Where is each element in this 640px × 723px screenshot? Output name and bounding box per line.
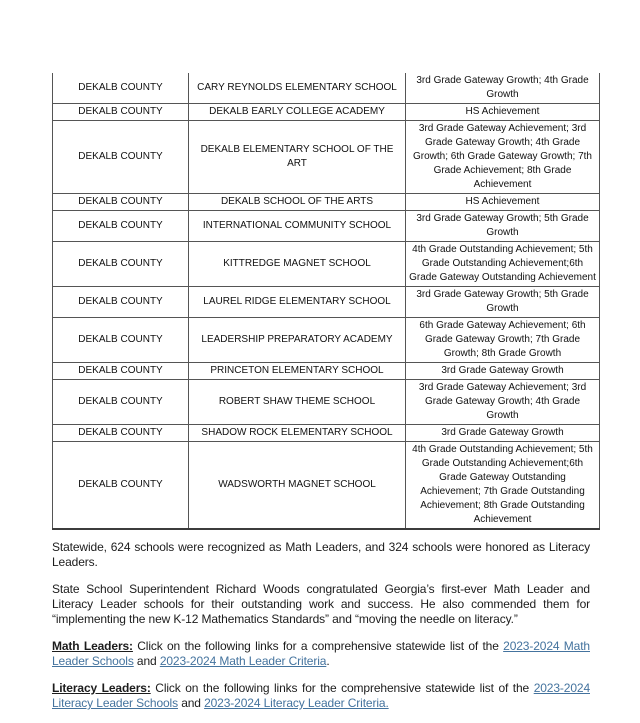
school-cell: LEADERSHIP PREPARATORY ACADEMY	[189, 318, 406, 363]
county-cell: DEKALB COUNTY	[53, 318, 189, 363]
school-cell: SHADOW ROCK ELEMENTARY SCHOOL	[189, 425, 406, 442]
award-cell: 4th Grade Outstanding Achievement; 5th Grade Outstanding Achievement;6th Grade Gateway Outstanding Achievement; 7th Grade Outstanding Achievement; 8th Grade Outstanding Achievement	[406, 442, 600, 530]
table-row	[53, 211, 600, 242]
table-row	[53, 318, 600, 363]
county-cell: DEKALB COUNTY	[53, 363, 189, 380]
math-leaders-period: .	[326, 654, 330, 668]
table-row	[53, 380, 600, 425]
county-cell: DEKALB COUNTY	[53, 211, 189, 242]
table-row	[53, 104, 600, 121]
school-cell: ROBERT SHAW THEME SCHOOL	[189, 380, 406, 425]
award-cell: 3rd Grade Gateway Achievement; 3rd Grade Gateway Growth; 4th Grade Growth	[406, 380, 600, 425]
county-cell: DEKALB COUNTY	[53, 442, 189, 530]
table-row	[53, 287, 600, 318]
school-cell: INTERNATIONAL COMMUNITY SCHOOL	[189, 211, 406, 242]
math-leader-criteria-link[interactable]: 2023-2024 Math Leader Criteria	[159, 654, 327, 668]
school-awards-table	[52, 73, 600, 530]
table-row	[53, 121, 600, 194]
award-cell: 3rd Grade Gateway Growth; 5th Grade Growth	[406, 211, 600, 242]
county-cell: DEKALB COUNTY	[53, 287, 189, 318]
literacy-leaders-paragraph	[52, 681, 590, 711]
award-cell: 3rd Grade Gateway Achievement; 3rd Grade Gateway Growth; 4th Grade Growth; 6th Grade Gateway Growth; 7th Grade Achievement; 8th Grade Achievement	[406, 121, 600, 194]
award-cell: 3rd Grade Gateway Growth	[406, 425, 600, 442]
county-cell: DEKALB COUNTY	[53, 121, 189, 194]
table-row	[53, 363, 600, 380]
county-cell: DEKALB COUNTY	[53, 104, 189, 121]
award-cell: HS Achievement	[406, 194, 600, 211]
school-cell: KITTREDGE MAGNET SCHOOL	[189, 242, 406, 287]
literacy-leaders-and-text: and	[177, 696, 205, 710]
school-cell: CARY REYNOLDS ELEMENTARY SCHOOL	[189, 73, 406, 104]
school-cell: DEKALB SCHOOL OF THE ARTS	[189, 194, 406, 211]
county-cell: DEKALB COUNTY	[53, 73, 189, 104]
school-cell: DEKALB EARLY COLLEGE ACADEMY	[189, 104, 406, 121]
math-leaders-text: Click on the following links for a comprehensive statewide list of the	[132, 639, 504, 653]
body-text-block	[52, 540, 590, 723]
county-cell: DEKALB COUNTY	[53, 194, 189, 211]
superintendent-paragraph: State School Superintendent Richard Woods congratulated Georgia’s first-ever Math Leader and Literacy Leader schools for their outstanding work and success. He also commended them for “implementing the new K-12 Mathematics Standards” and “moving the needle on literacy.”	[52, 582, 590, 626]
award-cell: 6th Grade Gateway Achievement; 6th Grade Gateway Growth; 7th Grade Growth; 8th Grade Growth	[406, 318, 600, 363]
award-cell: 3rd Grade Gateway Growth; 4th Grade Growth	[406, 73, 600, 104]
table-row	[53, 425, 600, 442]
award-cell: 3rd Grade Gateway Growth	[406, 363, 600, 380]
table-row	[53, 194, 600, 211]
literacy-leaders-label: Literacy Leaders:	[52, 681, 151, 695]
award-cell: HS Achievement	[406, 104, 600, 121]
statewide-paragraph: Statewide, 624 schools were recognized as Math Leaders, and 324 schools were honored as Literacy Leaders.	[52, 540, 590, 569]
county-cell: DEKALB COUNTY	[53, 425, 189, 442]
table-row	[53, 442, 600, 530]
school-cell: WADSWORTH MAGNET SCHOOL	[189, 442, 406, 530]
school-cell: PRINCETON ELEMENTARY SCHOOL	[189, 363, 406, 380]
school-cell: LAUREL RIDGE ELEMENTARY SCHOOL	[189, 287, 406, 318]
table-row	[53, 73, 600, 104]
literacy-leaders-text: Click on the following links for the comprehensive statewide list of the	[150, 681, 534, 695]
school-cell: DEKALB ELEMENTARY SCHOOL OF THE ART	[189, 121, 406, 194]
math-leaders-label: Math Leaders:	[52, 639, 133, 653]
table-row	[53, 242, 600, 287]
math-leader-schools-link[interactable]: 2023-2024 Math Leader Schools	[52, 639, 590, 668]
county-cell: DEKALB COUNTY	[53, 242, 189, 287]
award-cell: 3rd Grade Gateway Growth; 5th Grade Growth	[406, 287, 600, 318]
literacy-leader-criteria-link[interactable]: 2023-2024 Literacy Leader Criteria.	[204, 696, 389, 710]
award-cell: 4th Grade Outstanding Achievement; 5th Grade Outstanding Achievement;6th Grade Gateway Outstanding Achievement	[406, 242, 600, 287]
county-cell: DEKALB COUNTY	[53, 380, 189, 425]
literacy-leader-schools-link[interactable]: 2023-2024 Literacy Leader Schools	[52, 681, 590, 710]
math-leaders-and-text: and	[133, 654, 160, 668]
math-leaders-paragraph	[52, 639, 590, 669]
